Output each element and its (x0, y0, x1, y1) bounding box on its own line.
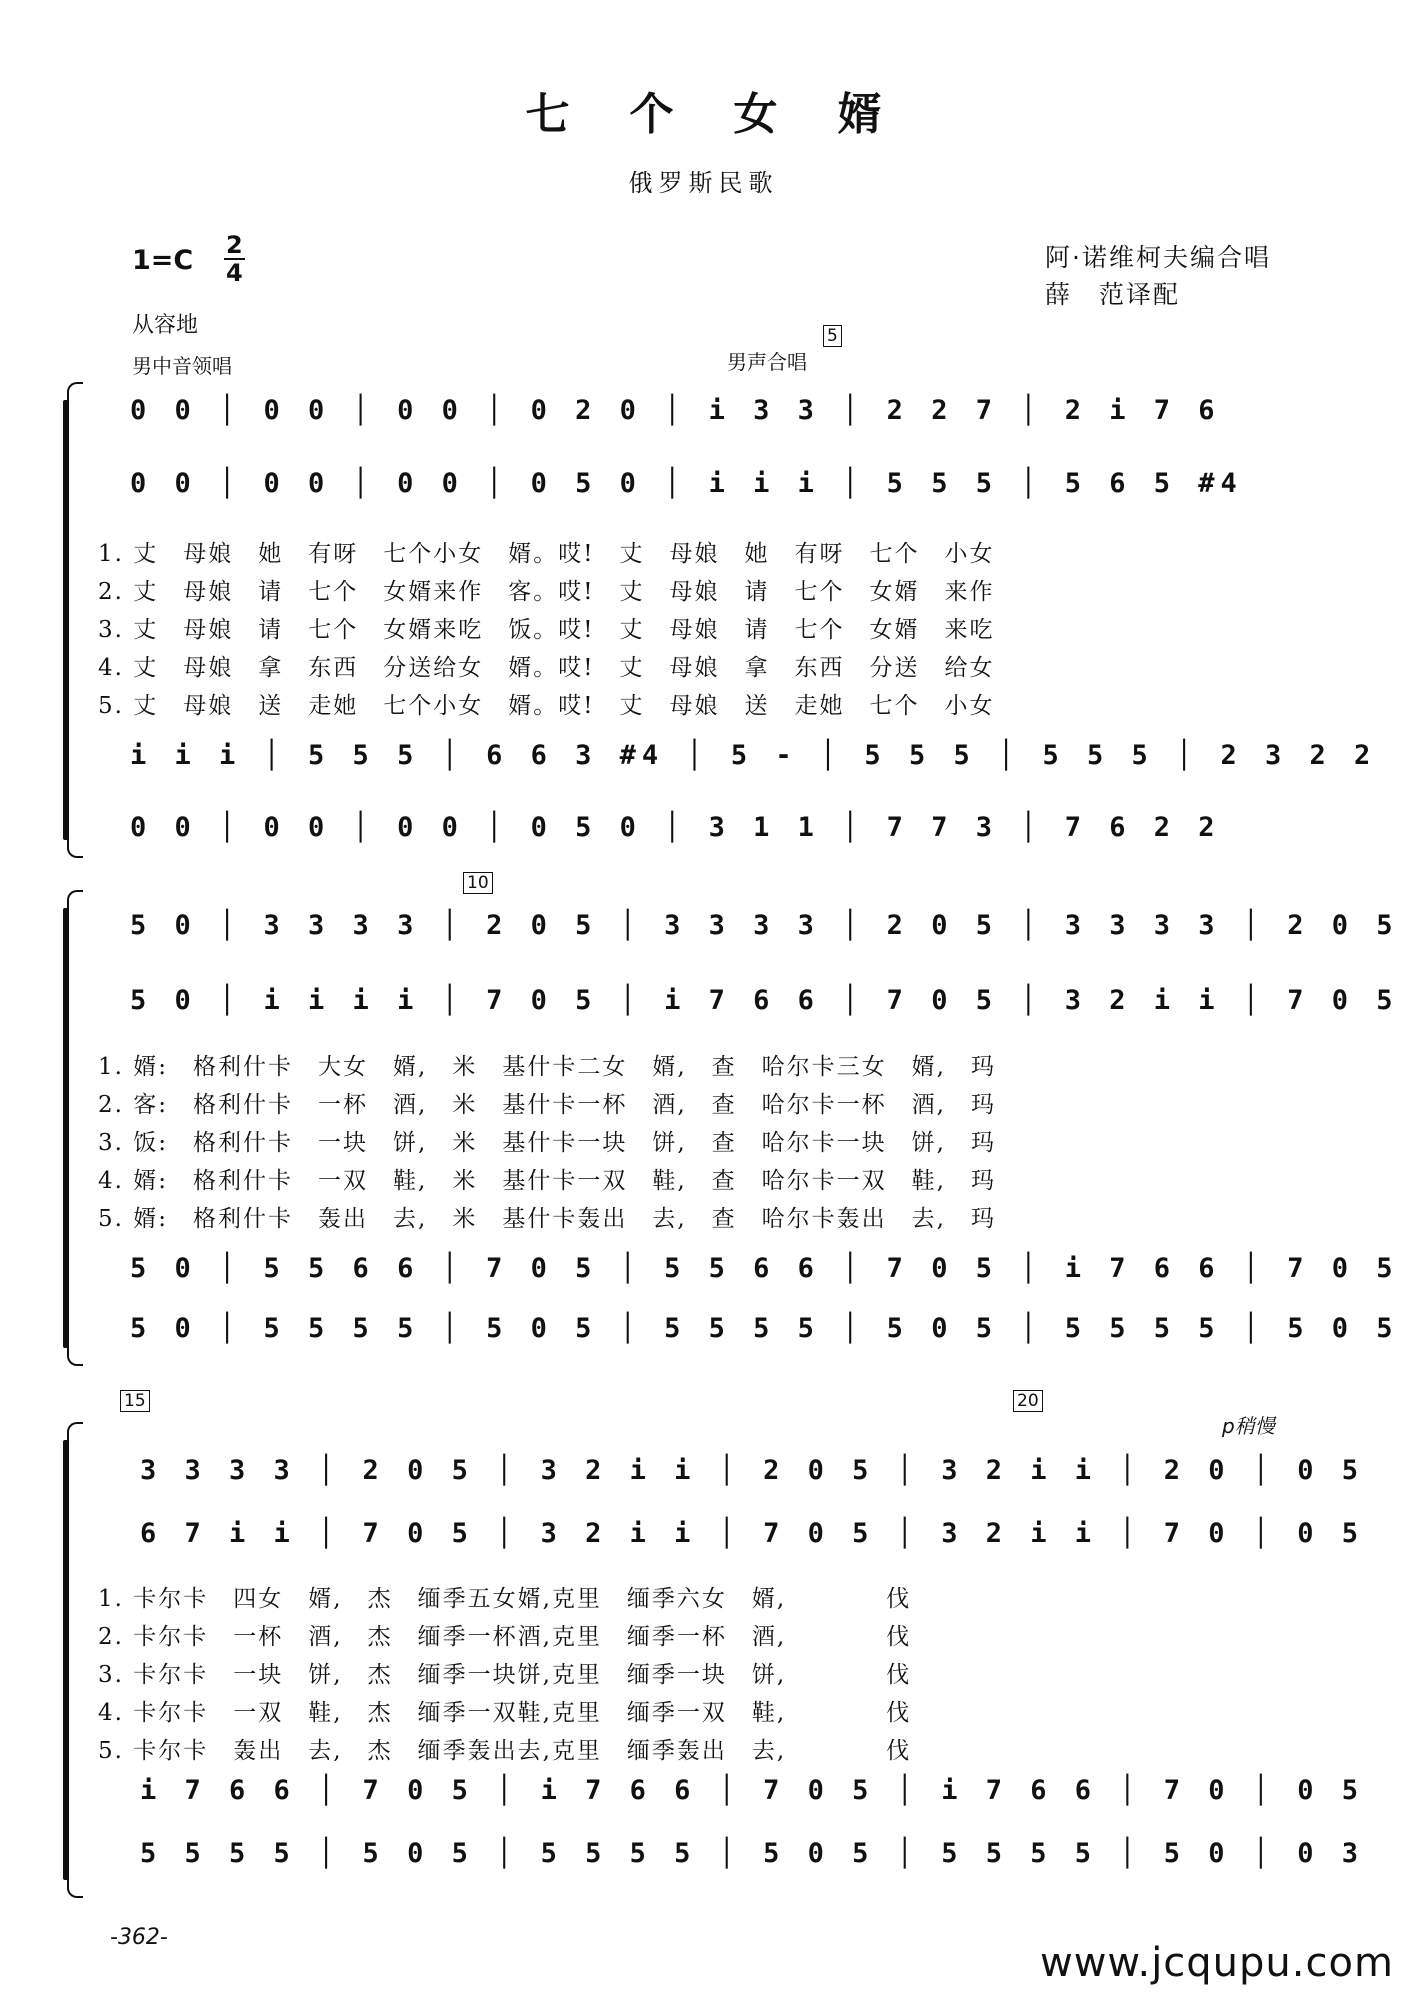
staff-2-tenor: 5 0 │ 5 5 6 6 │ 7 0 5 │ 5 5 6 6 │ 7 0 5 │ i 7 6 6 │ 7 0 5 (130, 1253, 1399, 1284)
lyric-line: 1. 卡尔卡 四女 婿, 杰 缅季五女婿,克里 缅季六女 婿, 伐 (98, 1586, 912, 1612)
rehearsal-mark-15: 15 (120, 1390, 150, 1412)
lead-label: 男中音领唱 (132, 354, 232, 378)
lyric-line: 1. 婿: 格利什卡 大女 婿, 米 基什卡二女 婿, 查 哈尔卡三女 婿, 玛 (98, 1054, 996, 1080)
meter-bottom: 4 (226, 259, 243, 287)
lyric-line: 4. 卡尔卡 一双 鞋, 杰 缅季一双鞋,克里 缅季一双 鞋, 伐 (98, 1700, 912, 1726)
staff-3-lower: 6 7 i i │ 7 0 5 │ 3 2 i i │ 7 0 5 │ 3 2 i i │ 7 0 │ 0 5 (140, 1518, 1365, 1549)
lyric-line: 4. 婿: 格利什卡 一双 鞋, 米 基什卡一双 鞋, 查 哈尔卡一双 鞋, 玛 (98, 1168, 996, 1194)
staff-1-upper: 0 0 │ 0 0 │ 0 0 │ 0 2 0 │ i 3 3 │ 2 2 7 │ 2 i 7 6 (130, 395, 1221, 426)
subtitle: 俄罗斯民歌 (628, 169, 779, 197)
page-number: -362- (110, 1925, 168, 1950)
page-title: 七个女婿 (525, 89, 942, 140)
lyric-line: 2. 客: 格利什卡 一杯 酒, 米 基什卡一杯 酒, 查 哈尔卡一杯 酒, 玛 (98, 1092, 996, 1118)
staff-2-lower: 5 0 │ i i i i │ 7 0 5 │ i 7 6 6 │ 7 0 5 │ 3 2 i i │ 7 0 5 (130, 985, 1399, 1016)
chorus-label: 男声合唱 (727, 350, 807, 374)
rehearsal-mark-20: 20 (1013, 1390, 1043, 1412)
staff-3-tenor: i 7 6 6 │ 7 0 5 │ i 7 6 6 │ 7 0 5 │ i 7 6 6 │ 7 0 │ 0 5 (140, 1775, 1365, 1806)
lyric-line: 5. 丈 母娘 送 走她 七个小女 婿。哎! 丈 母娘 送 走她 七个 小女 (98, 693, 995, 719)
staff-1-bass: 0 0 │ 0 0 │ 0 0 │ 0 5 0 │ 3 1 1 │ 7 7 3 │ 7 6 2 2 (130, 812, 1221, 843)
key-signature: 1=C (132, 245, 194, 276)
lyric-line: 2. 丈 母娘 请 七个 女婿来作 客。哎! 丈 母娘 请 七个 女婿 来作 (98, 579, 995, 605)
rehearsal-mark-5: 5 (823, 325, 842, 347)
meter-top: 2 (226, 231, 243, 259)
lyric-line: 5. 婿: 格利什卡 轰出 去, 米 基什卡轰出 去, 查 哈尔卡轰出 去, 玛 (98, 1206, 996, 1232)
rehearsal-mark-10: 10 (463, 872, 493, 894)
lyric-line: 2. 卡尔卡 一杯 酒, 杰 缅季一杯酒,克里 缅季一杯 酒, 伐 (98, 1624, 912, 1650)
system-brace (63, 400, 87, 840)
dynamic-marking: p稍慢 (1222, 1414, 1275, 1438)
staff-2-bass: 5 0 │ 5 5 5 5 │ 5 0 5 │ 5 5 5 5 │ 5 0 5 │ 5 5 5 5 │ 5 0 5 (130, 1313, 1399, 1344)
staff-1-tenor: i i i │ 5 5 5 │ 6 6 3 #4 │ 5 - │ 5 5 5 │ 5 5 5 │ 2 3 2 2 (130, 740, 1377, 771)
lyric-line: 3. 卡尔卡 一块 饼, 杰 缅季一块饼,克里 缅季一块 饼, 伐 (98, 1662, 912, 1688)
staff-3-upper: 3 3 3 3 │ 2 0 5 │ 3 2 i i │ 2 0 5 │ 3 2 i i │ 2 0 │ 0 5 (140, 1455, 1365, 1486)
lyric-line: 1. 丈 母娘 她 有呀 七个小女 婿。哎! 丈 母娘 她 有呀 七个 小女 (98, 541, 995, 567)
lyric-line: 5. 卡尔卡 轰出 去, 杰 缅季轰出去,克里 缅季轰出 去, 伐 (98, 1738, 912, 1764)
translator-credit: 薛 范译配 (1045, 280, 1181, 309)
tempo-marking: 从容地 (132, 313, 199, 338)
system-brace (63, 1440, 87, 1880)
lyric-line: 3. 丈 母娘 请 七个 女婿来吃 饭。哎! 丈 母娘 请 七个 女婿 来吃 (98, 617, 995, 643)
staff-3-bass: 5 5 5 5 │ 5 0 5 │ 5 5 5 5 │ 5 0 5 │ 5 5 5 5 │ 5 0 │ 0 3 (140, 1838, 1365, 1869)
lyric-line: 3. 饭: 格利什卡 一块 饼, 米 基什卡一块 饼, 查 哈尔卡一块 饼, 玛 (98, 1130, 996, 1156)
system-brace (63, 908, 87, 1348)
lyric-line: 4. 丈 母娘 拿 东西 分送给女 婿。哎! 丈 母娘 拿 东西 分送 给女 (98, 655, 995, 681)
staff-1-lower: 0 0 │ 0 0 │ 0 0 │ 0 5 0 │ i i i │ 5 5 5 │ 5 6 5 #4 (130, 468, 1243, 499)
staff-2-upper: 5 0 │ 3 3 3 3 │ 2 0 5 │ 3 3 3 3 │ 2 0 5 │ 3 3 3 3 │ 2 0 5 (130, 910, 1399, 941)
arranger-credit: 阿·诺维柯夫编合唱 (1045, 243, 1271, 272)
watermark-url: www.jcqupu.com (1040, 1940, 1394, 1986)
time-signature (224, 232, 245, 286)
